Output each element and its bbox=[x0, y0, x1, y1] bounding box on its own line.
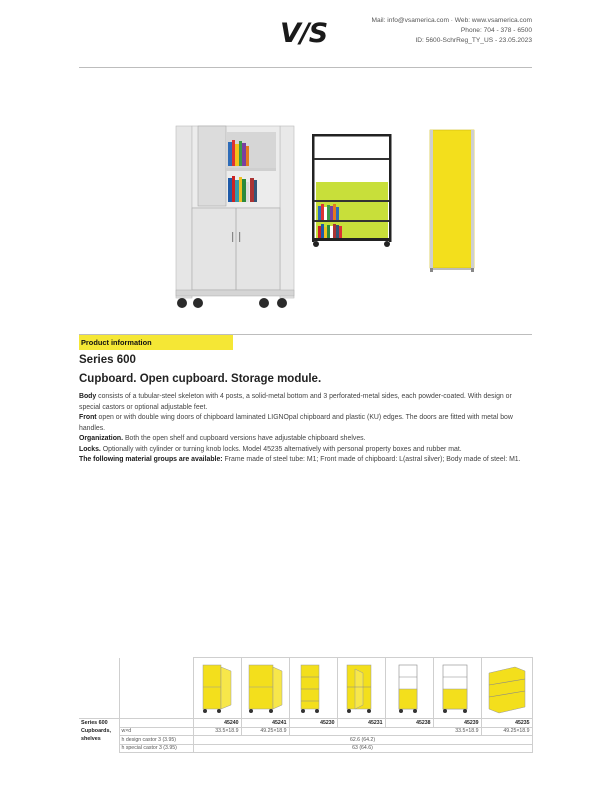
product-subtitle: Cupboard. Open cupboard. Storage module. bbox=[79, 373, 322, 385]
thumb-45235-svg bbox=[485, 659, 529, 715]
front-label: Front bbox=[79, 414, 97, 421]
vs-logo: V/S bbox=[280, 18, 328, 49]
model-code: 45241 bbox=[241, 719, 289, 728]
model-code: 45230 bbox=[289, 719, 337, 728]
spec-label-shelves: shelves bbox=[81, 736, 101, 742]
storage-module-photo bbox=[430, 130, 474, 272]
organization-label: Organization. bbox=[79, 435, 124, 442]
body-text: consists of a tubular-steel skeleton with 4 posts, a solid-metal bottom and 3 perforated-metal sides, each powder-coated. With design or special castors or optional adjustable feet. bbox=[79, 393, 512, 411]
product-photos-svg bbox=[168, 122, 478, 312]
spec-table bbox=[79, 657, 532, 753]
organization-paragraph bbox=[79, 434, 534, 445]
thumb-45240 bbox=[193, 658, 241, 719]
materials-paragraph bbox=[79, 455, 534, 466]
thumb-45239 bbox=[433, 658, 481, 719]
contact-info bbox=[372, 16, 532, 46]
thumb-45231-svg bbox=[341, 659, 381, 715]
thumb-45238 bbox=[385, 658, 433, 719]
spec-dimensions-row bbox=[79, 727, 532, 736]
spec-dim-value: 49.25×18.9 bbox=[481, 727, 532, 736]
model-code: 45238 bbox=[385, 719, 433, 728]
spec-special-castor-value: 63 (64.6) bbox=[193, 744, 532, 753]
spec-design-castor-label: h design castor 3 (3.95) bbox=[119, 736, 193, 745]
spec-image-blank-2 bbox=[119, 658, 193, 719]
document-id: ID: 5600-SchrReg_TY_US - 23.05.2023 bbox=[415, 37, 532, 44]
header-divider bbox=[79, 67, 532, 68]
spec-code-row bbox=[79, 719, 532, 728]
spec-image-row bbox=[79, 658, 532, 719]
spec-label-cupboards: Cupboards, bbox=[81, 728, 111, 734]
open-shelf-photo bbox=[312, 134, 392, 247]
thumb-45230-svg bbox=[293, 659, 333, 715]
cupboard-photo bbox=[176, 126, 294, 308]
materials-label: The following material groups are available: bbox=[79, 456, 223, 463]
spec-special-castor-row bbox=[79, 744, 532, 753]
body-paragraph bbox=[79, 392, 534, 413]
model-code: 45240 bbox=[193, 719, 241, 728]
front-paragraph bbox=[79, 413, 534, 434]
spec-design-castor-value: 62.6 (64.2) bbox=[193, 736, 532, 745]
product-description bbox=[79, 392, 534, 466]
thumb-45241 bbox=[241, 658, 289, 719]
series-title: Series 600 bbox=[79, 354, 136, 366]
contact-phone: Phone: 704 - 378 - 6500 bbox=[460, 27, 532, 34]
locks-text: Optionally with cylinder or turning knob locks. Model 45235 alternatively with personal property boxes and rubber mat. bbox=[100, 445, 462, 453]
spec-dim-value: 33.5×18.9 bbox=[193, 727, 241, 736]
spec-dim-value: 49.25×18.9 bbox=[241, 727, 289, 736]
contact-mail-web[interactable]: Mail: info@vsamerica.com · Web: www.vsamerica.com bbox=[371, 17, 532, 24]
thumb-45235 bbox=[481, 658, 532, 719]
locks-label: Locks. bbox=[79, 445, 101, 453]
model-code: 45231 bbox=[337, 719, 385, 728]
section-tag: Product information bbox=[79, 335, 233, 350]
model-code: 45235 bbox=[481, 719, 532, 728]
thumb-45240-svg bbox=[197, 659, 237, 715]
thumb-45238-svg bbox=[389, 659, 429, 715]
body-label: Body bbox=[79, 393, 97, 400]
front-text: open or with double wing doors of chipboard laminated LIGNOpal chipboard and plastic (KU) edges. The doors are fitted with metal bow handles. bbox=[79, 414, 513, 432]
thumb-45231 bbox=[337, 658, 385, 719]
spec-label-series: Series 600 bbox=[81, 720, 108, 726]
organization-text: Both the open shelf and cupboard versions have adjustable chipboard shelves. bbox=[123, 435, 366, 442]
product-photos bbox=[168, 122, 478, 312]
spec-design-castor-row bbox=[79, 736, 532, 745]
materials-text: Frame made of steel tube: M1; Front made of chipboard: L(astral silver); Body made of steel: M1. bbox=[222, 456, 521, 463]
spec-row-label bbox=[79, 719, 119, 753]
thumb-45230 bbox=[289, 658, 337, 719]
thumb-45241-svg bbox=[245, 659, 285, 715]
spec-special-castor-label: h special castor 3 (3.95) bbox=[119, 744, 193, 753]
spec-dim-value: 33.5×18.9 bbox=[289, 727, 481, 736]
spec-code-blank bbox=[119, 719, 193, 728]
spec-dim-label: w×d bbox=[119, 727, 193, 736]
spec-image-blank bbox=[79, 658, 119, 719]
model-code: 45239 bbox=[433, 719, 481, 728]
locks-paragraph bbox=[79, 445, 534, 456]
thumb-45239-svg bbox=[437, 659, 477, 715]
